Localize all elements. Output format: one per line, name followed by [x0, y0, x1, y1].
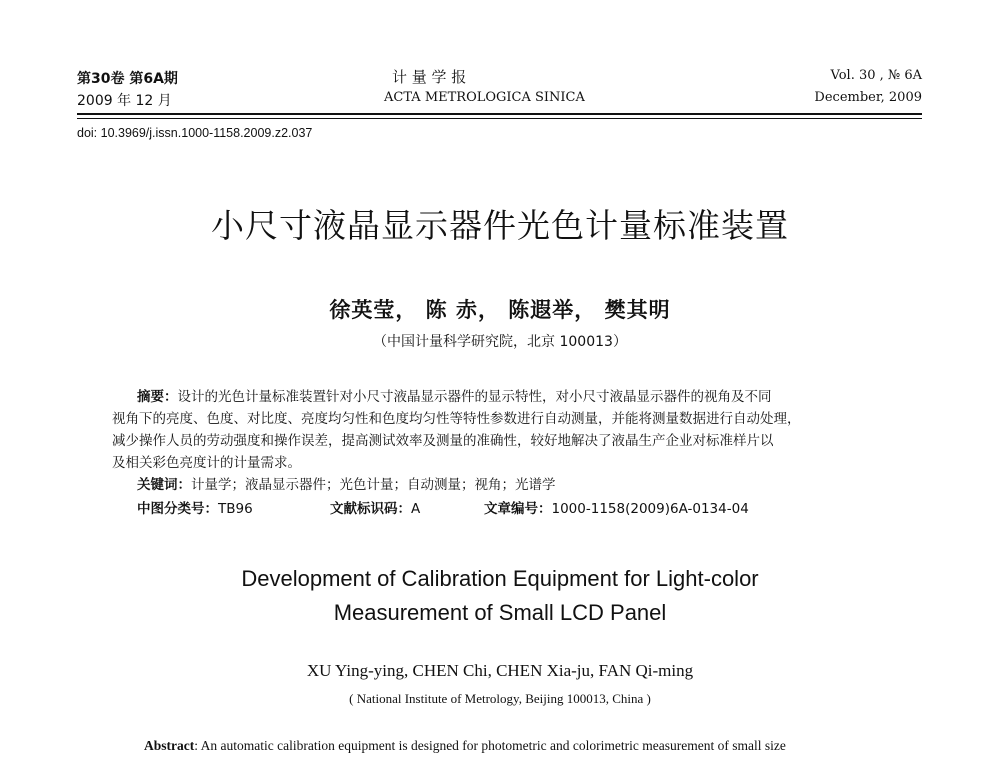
article-number: 文章编号：1000-1158(2009)6A-0134-04: [484, 501, 749, 517]
authors-en: XU Ying-ying, CHEN Chi, CHEN Xia-ju, FAN Qi-ming: [306, 661, 694, 680]
abstract-cn-line-3: 减少操作人员的劳动强度和操作误差，提高测试效率及测量的准确性，较好地解决了液晶生产企业对标准样片以: [112, 433, 774, 449]
title-en-line-2: Measurement of Small LCD Panel: [333, 600, 667, 625]
abstract-cn-label: 摘要：: [137, 389, 178, 405]
authors-cn: 徐英莹， 陈 赤， 陈遐举， 樊其明: [329, 298, 671, 322]
affiliation-cn: （中国计量科学研究院，北京 100013）: [373, 334, 627, 350]
clc-number: 中图分类号：TB96: [137, 501, 253, 517]
title-en-line-1: Development of Calibration Equipment for Light-color: [241, 566, 759, 591]
keywords-text: 计量学；液晶显示器件；光色计量；自动测量；视角；光谱学: [191, 477, 556, 493]
affiliation-en: ( National Institute of Metrology, Beijing 100013, China ): [349, 691, 651, 706]
date-cn: 2009 年 12 月: [77, 93, 172, 109]
journal-name-cn: 计 量 学 报: [392, 68, 467, 86]
title-cn: 小尺寸液晶显示器件光色计量标准装置: [211, 206, 789, 245]
volume-issue-en: Vol. 30 , № 6A: [830, 68, 922, 83]
keywords-line: [137, 474, 556, 496]
abstract-cn-line-2: 视角下的亮度、色度、对比度、亮度均匀性和色度均匀性等特性参数进行自动测量，并能将测量数据进行自动处理，: [112, 411, 801, 427]
date-en: December, 2009: [814, 90, 922, 105]
abstract-en-label: Abstract: [144, 738, 195, 753]
abstract-en-line-1: Abstract: An automatic calibration equipment is designed for photometric and colorimetric measurement of small size: [144, 738, 786, 753]
abstract-cn-line-1: 摘要：设计的光色计量标准装置针对小尺寸液晶显示器件的显示特性，对小尺寸液晶显示器件的视角及不同: [137, 389, 772, 405]
abstract-cn-line-4: 及相关彩色亮度计的计量需求。: [112, 455, 301, 471]
document-code: 文献标识码：A: [330, 501, 421, 517]
volume-issue-cn: 第30卷 第6A期: [77, 71, 178, 87]
keywords-label: 关键词：: [137, 477, 191, 493]
header-rule-thick: [77, 113, 922, 115]
doi-text: doi: 10.3969/j.issn.1000-1158.2009.z2.037: [77, 126, 313, 140]
header-rule-thin: [77, 118, 922, 119]
journal-name-en: ACTA METROLOGICA SINICA: [384, 90, 585, 105]
